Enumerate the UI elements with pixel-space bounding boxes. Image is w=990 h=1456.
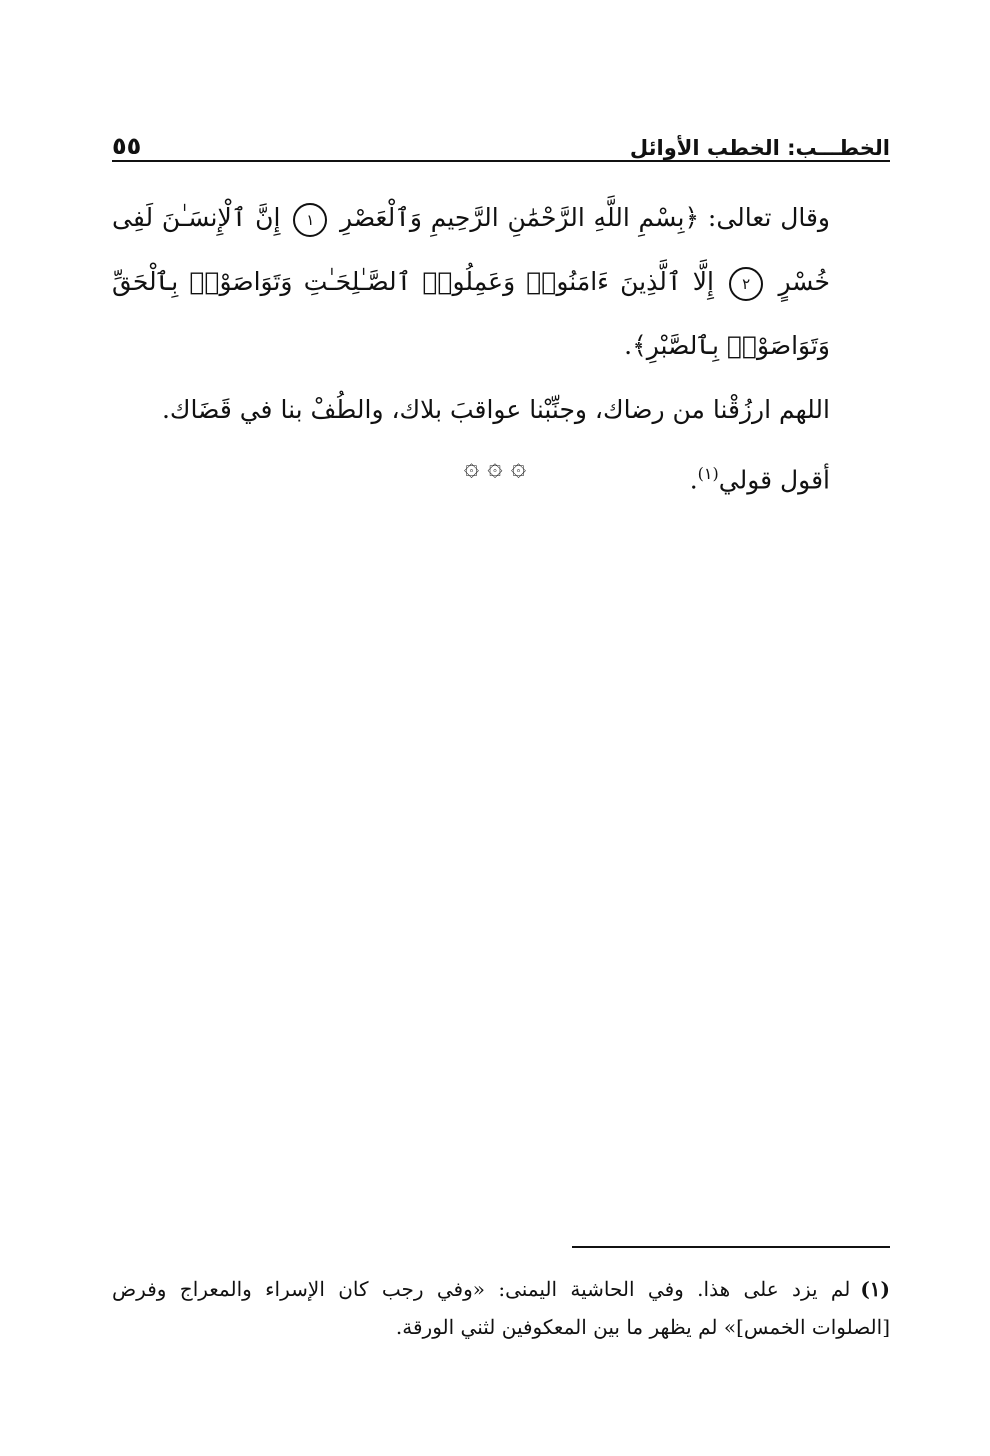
- header-rule: [112, 160, 890, 162]
- quran-verse-paragraph: [112, 186, 890, 378]
- verse-part-2: إِنَّ ٱلْإِنسَـٰنَ لَفِى خُسْرٍ: [112, 203, 830, 296]
- footnote-number: (١): [860, 1277, 890, 1301]
- closing-text: أقول قولي: [718, 465, 830, 495]
- footnote-reference[interactable]: (١): [697, 464, 719, 483]
- footnote-rule: [572, 1246, 890, 1248]
- closing-period: .: [689, 465, 698, 495]
- footnote-text: لم يزد على هذا. وفي الحاشية اليمنى: «وفي رجب كان الإسراء والمعراج وفرض [الصلوات الخمس]» لم يظهر ما بين المعكوفين لثني الورقة.: [112, 1277, 890, 1339]
- prayer-paragraph: اللهم ارزُقْنا من رضاك، وجنِّبْنا عواقبَ بلاك، والطُفْ بنا في قَضَاك.: [161, 395, 830, 424]
- page-header: [112, 126, 890, 160]
- basmala: بِسْمِ اللَّهِ الرَّحْمَٰنِ الرَّحِيمِ: [430, 203, 685, 232]
- running-title: الخطـــب: الخطب الأوائل: [629, 136, 890, 160]
- ayah-marker-2: ٢: [729, 267, 763, 301]
- page-number: ٥٥: [112, 132, 142, 160]
- verse-close-bracket: ﴾.: [624, 331, 647, 360]
- verse-intro: وقال تعالى:: [707, 203, 830, 232]
- section-divider-ornaments: ۞ ۞ ۞: [463, 452, 527, 482]
- ayah-marker-1: ١: [293, 203, 327, 237]
- verse-part-1: وَٱلْعَصْرِ: [340, 203, 422, 232]
- footnote: [112, 1270, 890, 1346]
- verse-part-3: إِلَّا ٱلَّذِينَ ءَامَنُوا۟ وَعَمِلُوا۟ ٱلصَّـٰلِحَـٰتِ وَتَوَاصَوْا۟ بِٱلْحَقِّ وَتَوَاصَوْا۟ بِٱلصَّبْرِ: [112, 267, 830, 360]
- verse-open-bracket: ﴿: [684, 203, 700, 232]
